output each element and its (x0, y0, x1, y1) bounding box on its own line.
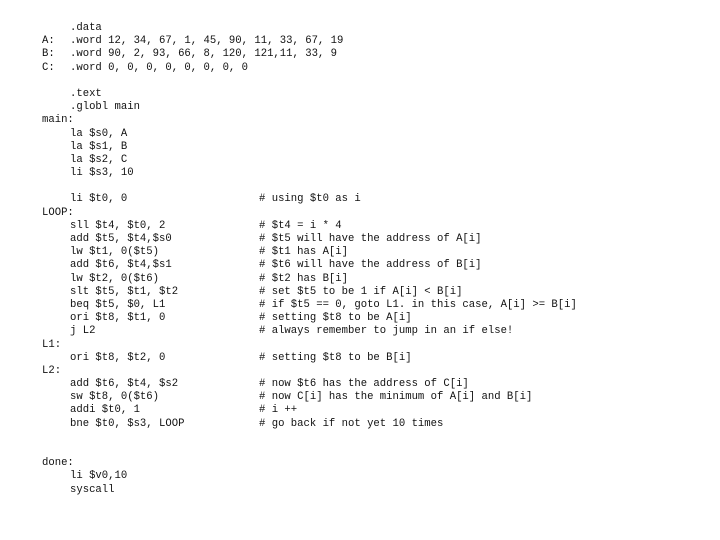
code-label: done: (42, 457, 74, 470)
code-instruction: li $t0, 0 (70, 193, 128, 206)
code-comment: # setting $t8 to be B[i] (259, 351, 412, 364)
code-comment: # i ++ (259, 404, 298, 417)
code-comment: # $t2 has B[i] (259, 272, 349, 285)
code-instruction: addi $t0, 1 (70, 404, 140, 417)
code-comment: # if $t5 == 0, goto L1. in this case, A[i] >= B[i] (259, 298, 577, 311)
code-instruction: beq $t5, $0, L1 (70, 298, 166, 311)
code-instruction: la $s2, C (70, 153, 128, 166)
code-comment: # go back if not yet 10 times (259, 417, 444, 430)
code-label: LOOP: (42, 206, 74, 219)
code-comment: # $t6 will have the address of B[i] (259, 259, 482, 272)
code-comment: # $t4 = i * 4 (259, 219, 342, 232)
code-instruction: add $t6, $t4,$s1 (70, 259, 172, 272)
code-label: B: (42, 48, 55, 61)
code-instruction: .text (70, 87, 102, 100)
code-label: L1: (42, 338, 62, 351)
code-comment: # set $t5 to be 1 if A[i] < B[i] (259, 285, 463, 298)
code-instruction: j L2 (70, 325, 96, 338)
code-label: A: (42, 35, 55, 48)
code-instruction: add $t6, $t4, $s2 (70, 378, 179, 391)
code-label: main: (42, 114, 74, 127)
code-instruction: .word 0, 0, 0, 0, 0, 0, 0, 0 (70, 61, 249, 74)
code-instruction: lw $t1, 0($t5) (70, 246, 160, 259)
code-comment: # now C[i] has the minimum of A[i] and B[i] (259, 391, 533, 404)
code-instruction: ori $t8, $t1, 0 (70, 312, 166, 325)
code-label: L2: (42, 364, 62, 377)
code-instruction: ori $t8, $t2, 0 (70, 351, 166, 364)
code-instruction: li $s3, 10 (70, 167, 134, 180)
code-instruction: .word 90, 2, 93, 66, 8, 120, 121,11, 33, 9 (70, 48, 338, 61)
code-comment: # $t1 has A[i] (259, 246, 349, 259)
code-instruction: li $v0,10 (70, 470, 128, 483)
code-label: C: (42, 61, 55, 74)
code-instruction: add $t5, $t4,$s0 (70, 233, 172, 245)
code-instruction: syscall (70, 483, 115, 496)
code-instruction: sll $t4, $t0, 2 (70, 219, 166, 232)
code-comment: # setting $t8 to be A[i] (259, 312, 412, 325)
code-instruction: lw $t2, 0($t6) (70, 272, 160, 285)
code-instruction: .word 12, 34, 67, 1, 45, 90, 11, 33, 67, 19 (70, 35, 344, 48)
code-instruction: la $s1, B (70, 140, 128, 153)
code-comment: # now $t6 has the address of C[i] (259, 378, 469, 391)
code-comment: # using $t0 as i (259, 193, 361, 206)
code-instruction: bne $t0, $s3, LOOP (70, 417, 185, 430)
code-instruction: sw $t8, 0($t6) (70, 391, 160, 404)
code-instruction: .globl main (70, 101, 140, 114)
code-instruction: slt $t5, $t1, $t2 (70, 285, 179, 298)
code-comment: # always remember to jump in an if else! (259, 325, 514, 338)
code-comment: # $t5 will have the address of A[i] (259, 233, 482, 245)
code-instruction: .data (70, 22, 102, 34)
code-instruction: la $s0, A (70, 127, 128, 140)
